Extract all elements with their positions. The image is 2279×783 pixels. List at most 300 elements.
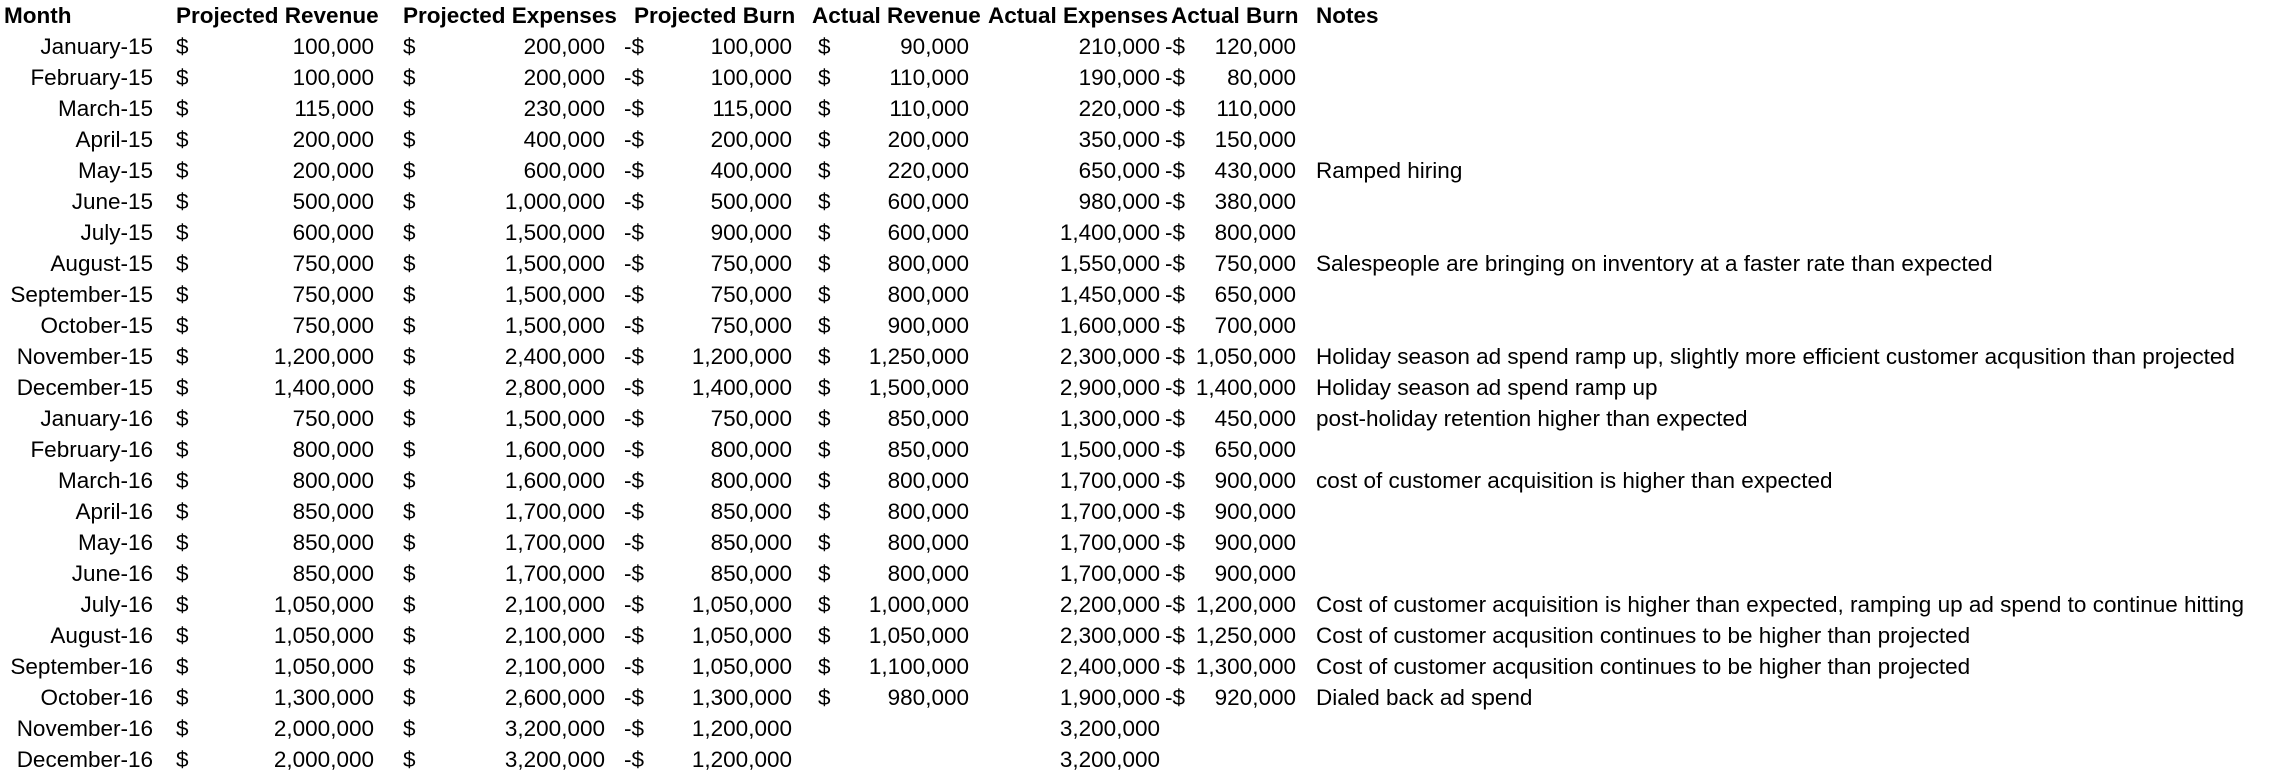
- projected-expenses-cell[interactable]: 2,100,000: [504, 592, 605, 617]
- projected-expenses-cell[interactable]: 2,800,000: [504, 375, 605, 400]
- actual-revenue-currency[interactable]: $: [818, 220, 831, 245]
- projected-expenses-cell[interactable]: 1,600,000: [504, 468, 605, 493]
- actual-burn-currency[interactable]: -$: [1165, 313, 1186, 338]
- projected-burn-cell[interactable]: 1,400,000: [691, 375, 792, 400]
- projected-burn-currency[interactable]: -$: [624, 716, 645, 741]
- actual-expenses-cell[interactable]: 1,700,000: [1059, 530, 1160, 555]
- notes-cell[interactable]: [1316, 217, 2276, 248]
- actual-burn-currency[interactable]: -$: [1165, 592, 1186, 617]
- actual-expenses-cell[interactable]: 1,400,000: [1059, 220, 1160, 245]
- actual-burn-currency[interactable]: -$: [1165, 375, 1186, 400]
- projected-burn-currency[interactable]: -$: [624, 158, 645, 183]
- actual-burn-currency[interactable]: -$: [1165, 499, 1186, 524]
- projected-revenue-currency[interactable]: $: [176, 406, 189, 431]
- projected-expenses-cell[interactable]: 1,700,000: [504, 530, 605, 555]
- month-cell[interactable]: December-15: [16, 375, 153, 400]
- projected-expenses-cell[interactable]: 2,400,000: [504, 344, 605, 369]
- actual-burn-currency[interactable]: -$: [1165, 654, 1186, 679]
- actual-revenue-cell[interactable]: 110,000: [889, 96, 969, 121]
- actual-revenue-cell[interactable]: 800,000: [887, 468, 969, 493]
- actual-revenue-currency[interactable]: [818, 713, 838, 744]
- actual-burn-cell[interactable]: 900,000: [1214, 561, 1296, 586]
- projected-revenue-cell[interactable]: 2,000,000: [273, 747, 374, 772]
- actual-revenue-currency[interactable]: $: [818, 437, 831, 462]
- actual-burn-currency[interactable]: -$: [1165, 623, 1186, 648]
- actual-revenue-currency[interactable]: $: [818, 592, 831, 617]
- actual-burn-cell[interactable]: [1180, 744, 1296, 775]
- actual-burn-cell[interactable]: 1,400,000: [1195, 375, 1296, 400]
- projected-revenue-cell[interactable]: 1,200,000: [273, 344, 374, 369]
- projected-expenses-currency[interactable]: $: [403, 375, 416, 400]
- actual-burn-cell[interactable]: 1,200,000: [1195, 592, 1296, 617]
- month-cell[interactable]: March-15: [57, 96, 153, 121]
- month-cell[interactable]: September-16: [10, 654, 153, 679]
- actual-revenue-currency[interactable]: $: [818, 127, 831, 152]
- actual-burn-currency[interactable]: -$: [1165, 189, 1186, 214]
- projected-expenses-cell[interactable]: 200,000: [523, 65, 605, 90]
- projected-expenses-currency[interactable]: $: [403, 499, 416, 524]
- projected-burn-currency[interactable]: -$: [624, 592, 645, 617]
- actual-revenue-cell[interactable]: 800,000: [887, 251, 969, 276]
- projected-revenue-cell[interactable]: 750,000: [292, 313, 374, 338]
- projected-burn-currency[interactable]: -$: [624, 406, 645, 431]
- projected-revenue-currency[interactable]: $: [176, 685, 189, 710]
- projected-revenue-currency[interactable]: $: [176, 220, 189, 245]
- projected-revenue-cell[interactable]: 850,000: [292, 530, 374, 555]
- actual-revenue-currency[interactable]: $: [818, 375, 831, 400]
- projected-expenses-currency[interactable]: $: [403, 127, 416, 152]
- actual-revenue-cell[interactable]: 110,000: [889, 65, 969, 90]
- actual-revenue-cell[interactable]: 200,000: [887, 127, 969, 152]
- actual-revenue-currency[interactable]: $: [818, 623, 831, 648]
- projected-revenue-currency[interactable]: $: [176, 189, 189, 214]
- notes-cell[interactable]: [1316, 124, 2276, 155]
- month-cell[interactable]: August-16: [50, 623, 153, 648]
- projected-expenses-currency[interactable]: $: [403, 685, 416, 710]
- projected-revenue-currency[interactable]: $: [176, 499, 189, 524]
- actual-burn-currency[interactable]: -$: [1165, 127, 1186, 152]
- actual-revenue-cell[interactable]: 850,000: [887, 437, 969, 462]
- actual-burn-cell[interactable]: 920,000: [1214, 685, 1296, 710]
- actual-burn-currency[interactable]: -$: [1165, 344, 1186, 369]
- projected-expenses-cell[interactable]: 1,500,000: [504, 282, 605, 307]
- month-cell[interactable]: February-15: [30, 65, 153, 90]
- actual-burn-cell[interactable]: 650,000: [1214, 282, 1296, 307]
- projected-revenue-cell[interactable]: 200,000: [292, 158, 374, 183]
- month-cell[interactable]: March-16: [57, 468, 153, 493]
- notes-cell[interactable]: Holiday season ad spend ramp up, slightly more efficient customer acqusition than projected: [1316, 344, 2235, 369]
- actual-expenses-cell[interactable]: 210,000: [1078, 34, 1160, 59]
- notes-cell[interactable]: Dialed back ad spend: [1316, 685, 1533, 710]
- actual-revenue-currency[interactable]: $: [818, 158, 831, 183]
- actual-burn-currency[interactable]: -$: [1165, 158, 1186, 183]
- projected-burn-currency[interactable]: -$: [624, 747, 645, 772]
- month-cell[interactable]: October-15: [40, 313, 153, 338]
- projected-expenses-cell[interactable]: 400,000: [523, 127, 605, 152]
- actual-expenses-cell[interactable]: 1,550,000: [1059, 251, 1160, 276]
- projected-revenue-currency[interactable]: $: [176, 530, 189, 555]
- actual-expenses-cell[interactable]: 2,300,000: [1059, 344, 1160, 369]
- notes-cell[interactable]: Holiday season ad spend ramp up: [1316, 375, 1658, 400]
- header-actual-expenses[interactable]: Actual Expenses: [988, 3, 1169, 28]
- actual-revenue-currency[interactable]: $: [818, 530, 831, 555]
- month-cell[interactable]: December-16: [16, 747, 153, 772]
- projected-revenue-cell[interactable]: 1,050,000: [273, 623, 374, 648]
- actual-revenue-cell[interactable]: 600,000: [887, 189, 969, 214]
- projected-revenue-cell[interactable]: 750,000: [292, 406, 374, 431]
- actual-burn-cell[interactable]: 80,000: [1227, 65, 1296, 90]
- projected-revenue-currency[interactable]: $: [176, 654, 189, 679]
- projected-burn-currency[interactable]: -$: [624, 685, 645, 710]
- actual-revenue-cell[interactable]: 980,000: [887, 685, 969, 710]
- actual-revenue-cell[interactable]: [842, 713, 969, 744]
- projected-revenue-cell[interactable]: 800,000: [292, 468, 374, 493]
- projected-expenses-currency[interactable]: $: [403, 747, 416, 772]
- header-projected-burn[interactable]: Projected Burn: [634, 3, 796, 28]
- projected-burn-currency[interactable]: -$: [624, 96, 645, 121]
- projected-burn-cell[interactable]: 1,050,000: [691, 654, 792, 679]
- projected-revenue-currency[interactable]: $: [176, 96, 189, 121]
- projected-burn-cell[interactable]: 100,000: [710, 65, 792, 90]
- projected-burn-cell[interactable]: 500,000: [710, 189, 792, 214]
- projected-expenses-currency[interactable]: $: [403, 716, 416, 741]
- notes-cell[interactable]: [1316, 310, 2276, 341]
- projected-expenses-cell[interactable]: 1,000,000: [504, 189, 605, 214]
- actual-burn-cell[interactable]: 900,000: [1214, 468, 1296, 493]
- projected-expenses-currency[interactable]: $: [403, 623, 416, 648]
- projected-revenue-cell[interactable]: 1,050,000: [273, 592, 374, 617]
- projected-expenses-cell[interactable]: 2,600,000: [504, 685, 605, 710]
- month-cell[interactable]: November-15: [16, 344, 153, 369]
- actual-burn-currency[interactable]: -$: [1165, 561, 1186, 586]
- actual-revenue-currency[interactable]: $: [818, 251, 831, 276]
- actual-revenue-cell[interactable]: 800,000: [887, 561, 969, 586]
- projected-burn-cell[interactable]: 115,000: [712, 96, 792, 121]
- projected-revenue-cell[interactable]: 200,000: [292, 127, 374, 152]
- actual-burn-cell[interactable]: 450,000: [1214, 406, 1296, 431]
- month-cell[interactable]: May-16: [77, 530, 153, 555]
- notes-cell[interactable]: cost of customer acquisition is higher than expected: [1316, 468, 1833, 493]
- actual-revenue-currency[interactable]: $: [818, 468, 831, 493]
- notes-cell[interactable]: [1316, 527, 2276, 558]
- actual-revenue-cell[interactable]: 600,000: [887, 220, 969, 245]
- actual-expenses-cell[interactable]: 1,700,000: [1059, 468, 1160, 493]
- projected-expenses-cell[interactable]: 1,600,000: [504, 437, 605, 462]
- projected-expenses-cell[interactable]: 1,700,000: [504, 499, 605, 524]
- projected-burn-cell[interactable]: 900,000: [710, 220, 792, 245]
- projected-expenses-currency[interactable]: $: [403, 158, 416, 183]
- projected-burn-cell[interactable]: 100,000: [710, 34, 792, 59]
- month-cell[interactable]: January-15: [40, 34, 153, 59]
- notes-cell[interactable]: Cost of customer acqusition continues to be higher than projected: [1316, 623, 1971, 648]
- projected-burn-currency[interactable]: -$: [624, 220, 645, 245]
- actual-revenue-cell[interactable]: 850,000: [887, 406, 969, 431]
- month-cell[interactable]: July-16: [80, 592, 153, 617]
- projected-burn-cell[interactable]: 1,200,000: [691, 716, 792, 741]
- projected-burn-cell[interactable]: 800,000: [710, 468, 792, 493]
- projected-burn-currency[interactable]: -$: [624, 189, 645, 214]
- projected-revenue-cell[interactable]: 100,000: [292, 34, 374, 59]
- actual-burn-cell[interactable]: 700,000: [1214, 313, 1296, 338]
- actual-expenses-cell[interactable]: 3,200,000: [1059, 747, 1160, 772]
- projected-revenue-currency[interactable]: $: [176, 251, 189, 276]
- projected-burn-cell[interactable]: 750,000: [710, 406, 792, 431]
- projected-burn-cell[interactable]: 1,300,000: [691, 685, 792, 710]
- projected-expenses-currency[interactable]: $: [403, 251, 416, 276]
- projected-expenses-currency[interactable]: $: [403, 65, 416, 90]
- projected-revenue-cell[interactable]: 750,000: [292, 251, 374, 276]
- projected-expenses-cell[interactable]: 1,500,000: [504, 251, 605, 276]
- projected-expenses-cell[interactable]: 3,200,000: [504, 716, 605, 741]
- projected-burn-currency[interactable]: -$: [624, 282, 645, 307]
- month-cell[interactable]: November-16: [16, 716, 153, 741]
- actual-revenue-currency[interactable]: $: [818, 65, 831, 90]
- actual-revenue-cell[interactable]: 900,000: [887, 313, 969, 338]
- month-cell[interactable]: June-15: [71, 189, 153, 214]
- notes-cell[interactable]: [1316, 744, 2276, 775]
- projected-expenses-cell[interactable]: 230,000: [523, 96, 605, 121]
- projected-revenue-currency[interactable]: $: [176, 344, 189, 369]
- month-cell[interactable]: April-15: [75, 127, 153, 152]
- projected-expenses-cell[interactable]: 1,500,000: [504, 220, 605, 245]
- projected-expenses-cell[interactable]: 3,200,000: [504, 747, 605, 772]
- header-actual-burn[interactable]: Actual Burn: [1171, 3, 1299, 28]
- actual-burn-cell[interactable]: 900,000: [1214, 530, 1296, 555]
- header-notes[interactable]: Notes: [1316, 3, 1379, 28]
- actual-expenses-cell[interactable]: 1,500,000: [1059, 437, 1160, 462]
- projected-revenue-cell[interactable]: 500,000: [292, 189, 374, 214]
- projected-burn-cell[interactable]: 850,000: [710, 499, 792, 524]
- projected-expenses-currency[interactable]: $: [403, 592, 416, 617]
- projected-revenue-cell[interactable]: 1,400,000: [273, 375, 374, 400]
- notes-cell[interactable]: [1316, 558, 2276, 589]
- notes-cell[interactable]: post-holiday retention higher than expected: [1316, 406, 1748, 431]
- actual-burn-cell[interactable]: 120,000: [1214, 34, 1296, 59]
- actual-burn-cell[interactable]: 430,000: [1214, 158, 1296, 183]
- actual-revenue-currency[interactable]: $: [818, 499, 831, 524]
- actual-burn-currency[interactable]: -$: [1165, 96, 1186, 121]
- projected-revenue-cell[interactable]: 800,000: [292, 437, 374, 462]
- projected-expenses-currency[interactable]: $: [403, 282, 416, 307]
- projected-burn-cell[interactable]: 750,000: [710, 313, 792, 338]
- actual-burn-currency[interactable]: -$: [1165, 282, 1186, 307]
- actual-burn-cell[interactable]: 900,000: [1214, 499, 1296, 524]
- actual-burn-cell[interactable]: 110,000: [1216, 96, 1296, 121]
- projected-revenue-currency[interactable]: $: [176, 592, 189, 617]
- projected-expenses-currency[interactable]: $: [403, 530, 416, 555]
- projected-burn-currency[interactable]: -$: [624, 437, 645, 462]
- actual-expenses-cell[interactable]: 2,900,000: [1059, 375, 1160, 400]
- actual-revenue-currency[interactable]: $: [818, 96, 831, 121]
- projected-expenses-cell[interactable]: 600,000: [523, 158, 605, 183]
- actual-revenue-currency[interactable]: $: [818, 561, 831, 586]
- projected-revenue-cell[interactable]: 100,000: [292, 65, 374, 90]
- projected-revenue-currency[interactable]: $: [176, 468, 189, 493]
- projected-burn-currency[interactable]: -$: [624, 127, 645, 152]
- month-cell[interactable]: May-15: [77, 158, 153, 183]
- actual-revenue-cell[interactable]: 1,000,000: [868, 592, 969, 617]
- actual-burn-currency[interactable]: -$: [1165, 251, 1186, 276]
- actual-burn-cell[interactable]: [1180, 713, 1296, 744]
- projected-revenue-currency[interactable]: $: [176, 716, 189, 741]
- actual-burn-currency[interactable]: -$: [1165, 437, 1186, 462]
- projected-revenue-currency[interactable]: $: [176, 623, 189, 648]
- actual-revenue-currency[interactable]: $: [818, 654, 831, 679]
- actual-burn-cell[interactable]: 150,000: [1214, 127, 1296, 152]
- actual-expenses-cell[interactable]: 3,200,000: [1059, 716, 1160, 741]
- actual-revenue-currency[interactable]: $: [818, 189, 831, 214]
- projected-expenses-currency[interactable]: $: [403, 344, 416, 369]
- month-cell[interactable]: July-15: [80, 220, 153, 245]
- projected-expenses-currency[interactable]: $: [403, 34, 416, 59]
- notes-cell[interactable]: [1316, 434, 2276, 465]
- projected-expenses-cell[interactable]: 2,100,000: [504, 623, 605, 648]
- actual-burn-currency[interactable]: -$: [1165, 468, 1186, 493]
- actual-burn-currency[interactable]: -$: [1165, 685, 1186, 710]
- notes-cell[interactable]: [1316, 279, 2276, 310]
- actual-revenue-currency[interactable]: $: [818, 685, 831, 710]
- actual-expenses-cell[interactable]: 190,000: [1078, 65, 1160, 90]
- actual-revenue-cell[interactable]: 1,250,000: [868, 344, 969, 369]
- actual-expenses-cell[interactable]: 2,400,000: [1059, 654, 1160, 679]
- actual-revenue-cell[interactable]: 800,000: [887, 282, 969, 307]
- projected-revenue-cell[interactable]: 850,000: [292, 499, 374, 524]
- projected-burn-currency[interactable]: -$: [624, 468, 645, 493]
- projected-revenue-cell[interactable]: 1,300,000: [273, 685, 374, 710]
- header-actual-revenue[interactable]: Actual Revenue: [812, 3, 981, 28]
- actual-expenses-cell[interactable]: 1,700,000: [1059, 561, 1160, 586]
- projected-revenue-currency[interactable]: $: [176, 437, 189, 462]
- projected-burn-cell[interactable]: 750,000: [710, 282, 792, 307]
- actual-revenue-cell[interactable]: 1,050,000: [868, 623, 969, 648]
- projected-burn-cell[interactable]: 200,000: [710, 127, 792, 152]
- actual-revenue-currency[interactable]: $: [818, 34, 831, 59]
- projected-burn-currency[interactable]: -$: [624, 344, 645, 369]
- actual-revenue-cell[interactable]: 220,000: [887, 158, 969, 183]
- actual-burn-cell[interactable]: 800,000: [1214, 220, 1296, 245]
- month-cell[interactable]: January-16: [40, 406, 153, 431]
- projected-burn-cell[interactable]: 750,000: [710, 251, 792, 276]
- notes-cell[interactable]: [1316, 713, 2276, 744]
- actual-burn-cell[interactable]: 1,300,000: [1195, 654, 1296, 679]
- actual-burn-currency[interactable]: -$: [1165, 65, 1186, 90]
- projected-expenses-cell[interactable]: 1,500,000: [504, 313, 605, 338]
- projected-expenses-currency[interactable]: $: [403, 96, 416, 121]
- projected-burn-currency[interactable]: -$: [624, 530, 645, 555]
- projected-expenses-cell[interactable]: 1,700,000: [504, 561, 605, 586]
- projected-burn-currency[interactable]: -$: [624, 34, 645, 59]
- projected-expenses-cell[interactable]: 2,100,000: [504, 654, 605, 679]
- projected-burn-cell[interactable]: 1,050,000: [691, 623, 792, 648]
- actual-expenses-cell[interactable]: 1,450,000: [1059, 282, 1160, 307]
- projected-revenue-cell[interactable]: 750,000: [292, 282, 374, 307]
- projected-burn-cell[interactable]: 400,000: [710, 158, 792, 183]
- actual-burn-cell[interactable]: 1,250,000: [1195, 623, 1296, 648]
- actual-burn-cell[interactable]: 750,000: [1214, 251, 1296, 276]
- actual-expenses-cell[interactable]: 1,300,000: [1059, 406, 1160, 431]
- projected-burn-currency[interactable]: -$: [624, 499, 645, 524]
- actual-revenue-cell[interactable]: 800,000: [887, 530, 969, 555]
- actual-burn-currency[interactable]: -$: [1165, 406, 1186, 431]
- projected-revenue-currency[interactable]: $: [176, 65, 189, 90]
- projected-burn-cell[interactable]: 850,000: [710, 530, 792, 555]
- projected-expenses-currency[interactable]: $: [403, 468, 416, 493]
- projected-expenses-cell[interactable]: 1,500,000: [504, 406, 605, 431]
- notes-cell[interactable]: [1316, 93, 2276, 124]
- month-cell[interactable]: February-16: [30, 437, 153, 462]
- projected-revenue-cell[interactable]: 850,000: [292, 561, 374, 586]
- projected-revenue-currency[interactable]: $: [176, 282, 189, 307]
- actual-revenue-currency[interactable]: $: [818, 406, 831, 431]
- projected-expenses-currency[interactable]: $: [403, 189, 416, 214]
- actual-expenses-cell[interactable]: 1,900,000: [1059, 685, 1160, 710]
- actual-revenue-cell[interactable]: 90,000: [900, 34, 969, 59]
- projected-burn-currency[interactable]: -$: [624, 251, 645, 276]
- projected-revenue-cell[interactable]: 1,050,000: [273, 654, 374, 679]
- projected-burn-currency[interactable]: -$: [624, 623, 645, 648]
- month-cell[interactable]: June-16: [71, 561, 153, 586]
- projected-burn-currency[interactable]: -$: [624, 375, 645, 400]
- actual-revenue-cell[interactable]: 1,500,000: [868, 375, 969, 400]
- projected-expenses-currency[interactable]: $: [403, 654, 416, 679]
- projected-revenue-currency[interactable]: $: [176, 34, 189, 59]
- actual-burn-cell[interactable]: 1,050,000: [1195, 344, 1296, 369]
- projected-expenses-currency[interactable]: $: [403, 437, 416, 462]
- projected-burn-currency[interactable]: -$: [624, 313, 645, 338]
- actual-revenue-currency[interactable]: $: [818, 344, 831, 369]
- notes-cell[interactable]: Cost of customer acquisition is higher than expected, ramping up ad spend to continue hitting: [1316, 592, 2245, 617]
- projected-burn-cell[interactable]: 1,050,000: [691, 592, 792, 617]
- month-cell[interactable]: September-15: [10, 282, 153, 307]
- projected-revenue-currency[interactable]: $: [176, 747, 189, 772]
- actual-revenue-cell[interactable]: [842, 744, 969, 775]
- projected-revenue-currency[interactable]: $: [176, 127, 189, 152]
- month-cell[interactable]: October-16: [40, 685, 153, 710]
- header-projected-expenses[interactable]: Projected Expenses: [403, 3, 617, 28]
- projected-expenses-currency[interactable]: $: [403, 220, 416, 245]
- actual-revenue-currency[interactable]: [818, 744, 838, 775]
- actual-burn-cell[interactable]: 380,000: [1214, 189, 1296, 214]
- projected-revenue-currency[interactable]: $: [176, 561, 189, 586]
- actual-burn-currency[interactable]: -$: [1165, 530, 1186, 555]
- projected-expenses-currency[interactable]: $: [403, 313, 416, 338]
- projected-burn-cell[interactable]: 1,200,000: [691, 344, 792, 369]
- actual-expenses-cell[interactable]: 350,000: [1078, 127, 1160, 152]
- projected-expenses-currency[interactable]: $: [403, 406, 416, 431]
- projected-revenue-cell[interactable]: 600,000: [292, 220, 374, 245]
- projected-burn-currency[interactable]: -$: [624, 654, 645, 679]
- projected-burn-currency[interactable]: -$: [624, 561, 645, 586]
- actual-revenue-currency[interactable]: $: [818, 313, 831, 338]
- notes-cell[interactable]: Cost of customer acqusition continues to be higher than projected: [1316, 654, 1971, 679]
- projected-revenue-currency[interactable]: $: [176, 158, 189, 183]
- header-projected-revenue[interactable]: Projected Revenue: [176, 3, 379, 28]
- actual-expenses-cell[interactable]: 1,700,000: [1059, 499, 1160, 524]
- projected-burn-currency[interactable]: -$: [624, 65, 645, 90]
- notes-cell[interactable]: Salespeople are bringing on inventory at a faster rate than expected: [1316, 251, 1993, 276]
- projected-burn-cell[interactable]: 1,200,000: [691, 747, 792, 772]
- projected-revenue-cell[interactable]: 2,000,000: [273, 716, 374, 741]
- actual-expenses-cell[interactable]: 2,300,000: [1059, 623, 1160, 648]
- actual-expenses-cell[interactable]: 220,000: [1078, 96, 1160, 121]
- actual-burn-currency[interactable]: -$: [1165, 34, 1186, 59]
- notes-cell[interactable]: Ramped hiring: [1316, 158, 1463, 183]
- projected-revenue-currency[interactable]: $: [176, 313, 189, 338]
- actual-revenue-cell[interactable]: 1,100,000: [868, 654, 969, 679]
- actual-burn-currency[interactable]: -$: [1165, 220, 1186, 245]
- projected-revenue-cell[interactable]: 115,000: [294, 96, 374, 121]
- projected-revenue-currency[interactable]: $: [176, 375, 189, 400]
